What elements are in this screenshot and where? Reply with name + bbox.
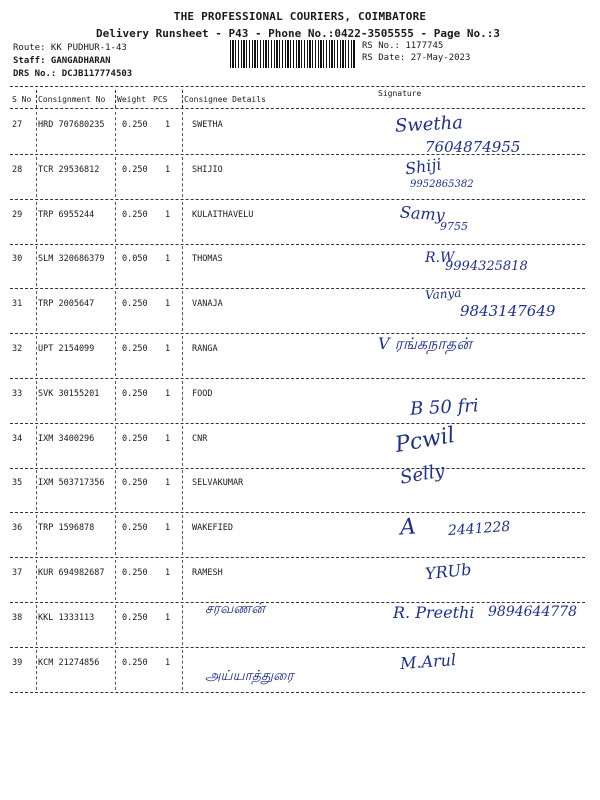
row-consignee: WAKEFIED (192, 523, 233, 534)
row-divider (10, 423, 585, 424)
row-consignee: RANGA (192, 344, 218, 354)
row-sno: 33 (12, 388, 23, 399)
row-consignment: TCR 29536812 (38, 164, 100, 175)
row-pcs: 1 (165, 657, 171, 668)
col-weight: Weight (117, 95, 146, 104)
col-separator (115, 246, 117, 286)
col-separator (115, 650, 117, 690)
col-separator (115, 426, 117, 466)
col-separator (182, 381, 184, 421)
row-weight: 0.250 (122, 344, 148, 354)
col-separator (36, 426, 38, 466)
row-consignee: FOOD (192, 388, 213, 399)
rs-number: RS No.: 1177745 (362, 41, 444, 51)
row-consignee: KULAITHAVELU (192, 209, 254, 220)
runsheet-title: Delivery Runsheet - P43 - Phone No.:0422-3505555 - Page No.:3 (96, 27, 500, 40)
col-separator (115, 381, 117, 421)
row-weight: 0.250 (122, 120, 148, 130)
row-weight: 0.250 (122, 612, 148, 623)
row-weight: 0.250 (122, 209, 148, 220)
row-sno: 29 (12, 209, 23, 220)
row-consignee: SHIJIO (192, 164, 223, 175)
col-separator (182, 515, 184, 555)
row-signature: M.Arul (399, 649, 457, 673)
row-consignment: TRP 6955244 (38, 209, 95, 220)
rs-date: RS Date: 27-May-2023 (362, 53, 471, 63)
row-consignee: THOMAS (192, 254, 223, 265)
row-consignment: SVK 30155201 (38, 388, 100, 399)
row-divider (10, 288, 585, 289)
company-name: THE PROFESSIONAL COURIERS, COIMBATORE (173, 10, 427, 23)
row-signature: B 50 fri (409, 395, 480, 420)
row-phone: 2441228 (447, 519, 511, 540)
col-separator (182, 336, 184, 376)
row-pcs: 1 (165, 120, 171, 130)
col-separator (182, 291, 184, 331)
row-weight: 0.250 (122, 523, 148, 534)
row-consignment: TRP 1596878 (38, 523, 95, 534)
col-separator (36, 157, 38, 197)
row-divider (10, 244, 585, 245)
row-tamil-signature: அய்யாத்துரை (205, 667, 294, 684)
row-divider (10, 468, 585, 469)
row-pcs: 1 (165, 478, 171, 489)
row-signature: Selly (398, 460, 447, 490)
col-separator (115, 202, 117, 242)
row-weight: 0.250 (122, 478, 148, 489)
row-signature: Vanya (424, 285, 462, 303)
row-divider (10, 378, 585, 379)
row-divider (10, 199, 585, 200)
col-signature: Signature (378, 89, 422, 98)
col-separator (115, 560, 117, 600)
col-separator (36, 605, 38, 645)
row-sno: 36 (12, 523, 23, 534)
row-phone: 9994325818 (445, 259, 528, 275)
col-consignment: Consignment No (38, 95, 106, 104)
row-consignment: HRD 707680235 (38, 120, 105, 130)
row-divider (10, 557, 585, 558)
col-separator (182, 90, 184, 108)
row-signature: Swetha (394, 112, 464, 137)
divider (10, 86, 585, 87)
col-separator (115, 470, 117, 510)
row-consignment: KUR 694982687 (38, 568, 105, 578)
col-pcs: PCS (153, 95, 168, 104)
row-signature: YRUb (424, 559, 473, 584)
col-separator (182, 246, 184, 286)
col-separator (182, 426, 184, 466)
row-sno: 38 (12, 612, 23, 623)
col-separator (115, 336, 117, 376)
row-pcs: 1 (165, 344, 171, 354)
row-sno: 31 (12, 299, 23, 310)
row-sno: 28 (12, 164, 23, 175)
row-sno: 32 (12, 344, 23, 354)
row-sno: 34 (12, 433, 23, 444)
row-divider (10, 154, 585, 155)
row-consignment: KKL 1333113 (38, 612, 95, 623)
row-consignment: SLM 320686379 (38, 254, 105, 265)
row-pcs: 1 (165, 388, 171, 399)
row-pcs: 1 (165, 209, 171, 220)
row-weight: 0.250 (122, 568, 148, 578)
row-consignment: UPT 2154099 (38, 344, 95, 354)
row-sno: 39 (12, 657, 23, 668)
col-sno: S No (12, 95, 32, 104)
row-phone: 9755 (440, 219, 468, 233)
row-consignee: VANAJA (192, 299, 223, 310)
row-weight: 0.250 (122, 657, 148, 668)
row-pcs: 1 (165, 164, 171, 175)
col-separator (182, 112, 184, 152)
row-divider (10, 692, 585, 693)
col-separator (182, 202, 184, 242)
row-pcs: 1 (165, 433, 171, 444)
col-separator (182, 650, 184, 690)
row-tamil-signature: சரவணன் (205, 600, 265, 617)
row-sno: 37 (12, 568, 23, 578)
row-signature: R. Preethi (393, 602, 475, 622)
col-separator (115, 90, 117, 108)
row-consignment: TRP 2005647 (38, 299, 95, 310)
row-pcs: 1 (165, 612, 171, 623)
col-separator (36, 336, 38, 376)
staff: Staff: GANGADHARAN (13, 56, 111, 66)
row-consignment: KCM 21274856 (38, 657, 100, 668)
col-separator (182, 605, 184, 645)
col-separator (36, 560, 38, 600)
row-signature: R.W (425, 250, 455, 267)
row-consignee: RAMESH (192, 568, 223, 578)
col-separator (115, 515, 117, 555)
route: Route: KK PUDHUR-1-43 (13, 43, 127, 53)
row-weight: 0.250 (122, 433, 148, 444)
col-separator (182, 157, 184, 197)
row-weight: 0.250 (122, 299, 148, 310)
divider (10, 108, 585, 109)
row-pcs: 1 (165, 568, 171, 578)
col-separator (115, 157, 117, 197)
col-separator (36, 515, 38, 555)
row-consignment: IXM 503717356 (38, 478, 105, 489)
col-separator (115, 605, 117, 645)
col-consignee: Consignee Details (184, 95, 266, 104)
col-separator (36, 291, 38, 331)
row-consignee: CNR (192, 433, 208, 444)
col-separator (36, 90, 38, 108)
row-signature: Pcwil (393, 422, 457, 458)
row-phone: 9894644778 (488, 603, 578, 620)
row-phone: 9843147649 (460, 302, 556, 321)
row-signature: A (399, 514, 417, 541)
row-phone: 7604874955 (425, 138, 521, 156)
barcode (230, 40, 356, 68)
row-weight: 0.050 (122, 254, 148, 265)
row-divider (10, 512, 585, 513)
row-pcs: 1 (165, 299, 171, 310)
row-sno: 27 (12, 120, 23, 130)
row-pcs: 1 (165, 523, 171, 534)
row-signature: Samy (399, 202, 446, 225)
row-sno: 30 (12, 254, 23, 265)
row-consignee: SWETHA (192, 120, 223, 130)
row-phone: 9952865382 (410, 178, 474, 190)
col-separator (36, 246, 38, 286)
col-separator (36, 381, 38, 421)
row-consignment: IXM 3400296 (38, 433, 95, 444)
row-sno: 35 (12, 478, 23, 489)
drs-number: DRS No.: DCJB117774503 (13, 69, 133, 79)
row-divider (10, 647, 585, 648)
col-separator (182, 470, 184, 510)
col-separator (115, 291, 117, 331)
col-separator (36, 202, 38, 242)
col-separator (182, 560, 184, 600)
row-consignee: SELVAKUMAR (192, 478, 244, 489)
row-weight: 0.250 (122, 164, 148, 175)
row-signature: Shiji (403, 154, 443, 179)
row-signature: V ரங்கநாதன் (378, 334, 472, 353)
row-pcs: 1 (165, 254, 171, 265)
col-separator (115, 112, 117, 152)
col-separator (36, 650, 38, 690)
row-weight: 0.250 (122, 388, 148, 399)
col-separator (36, 470, 38, 510)
col-separator (36, 112, 38, 152)
row-divider (10, 333, 585, 334)
